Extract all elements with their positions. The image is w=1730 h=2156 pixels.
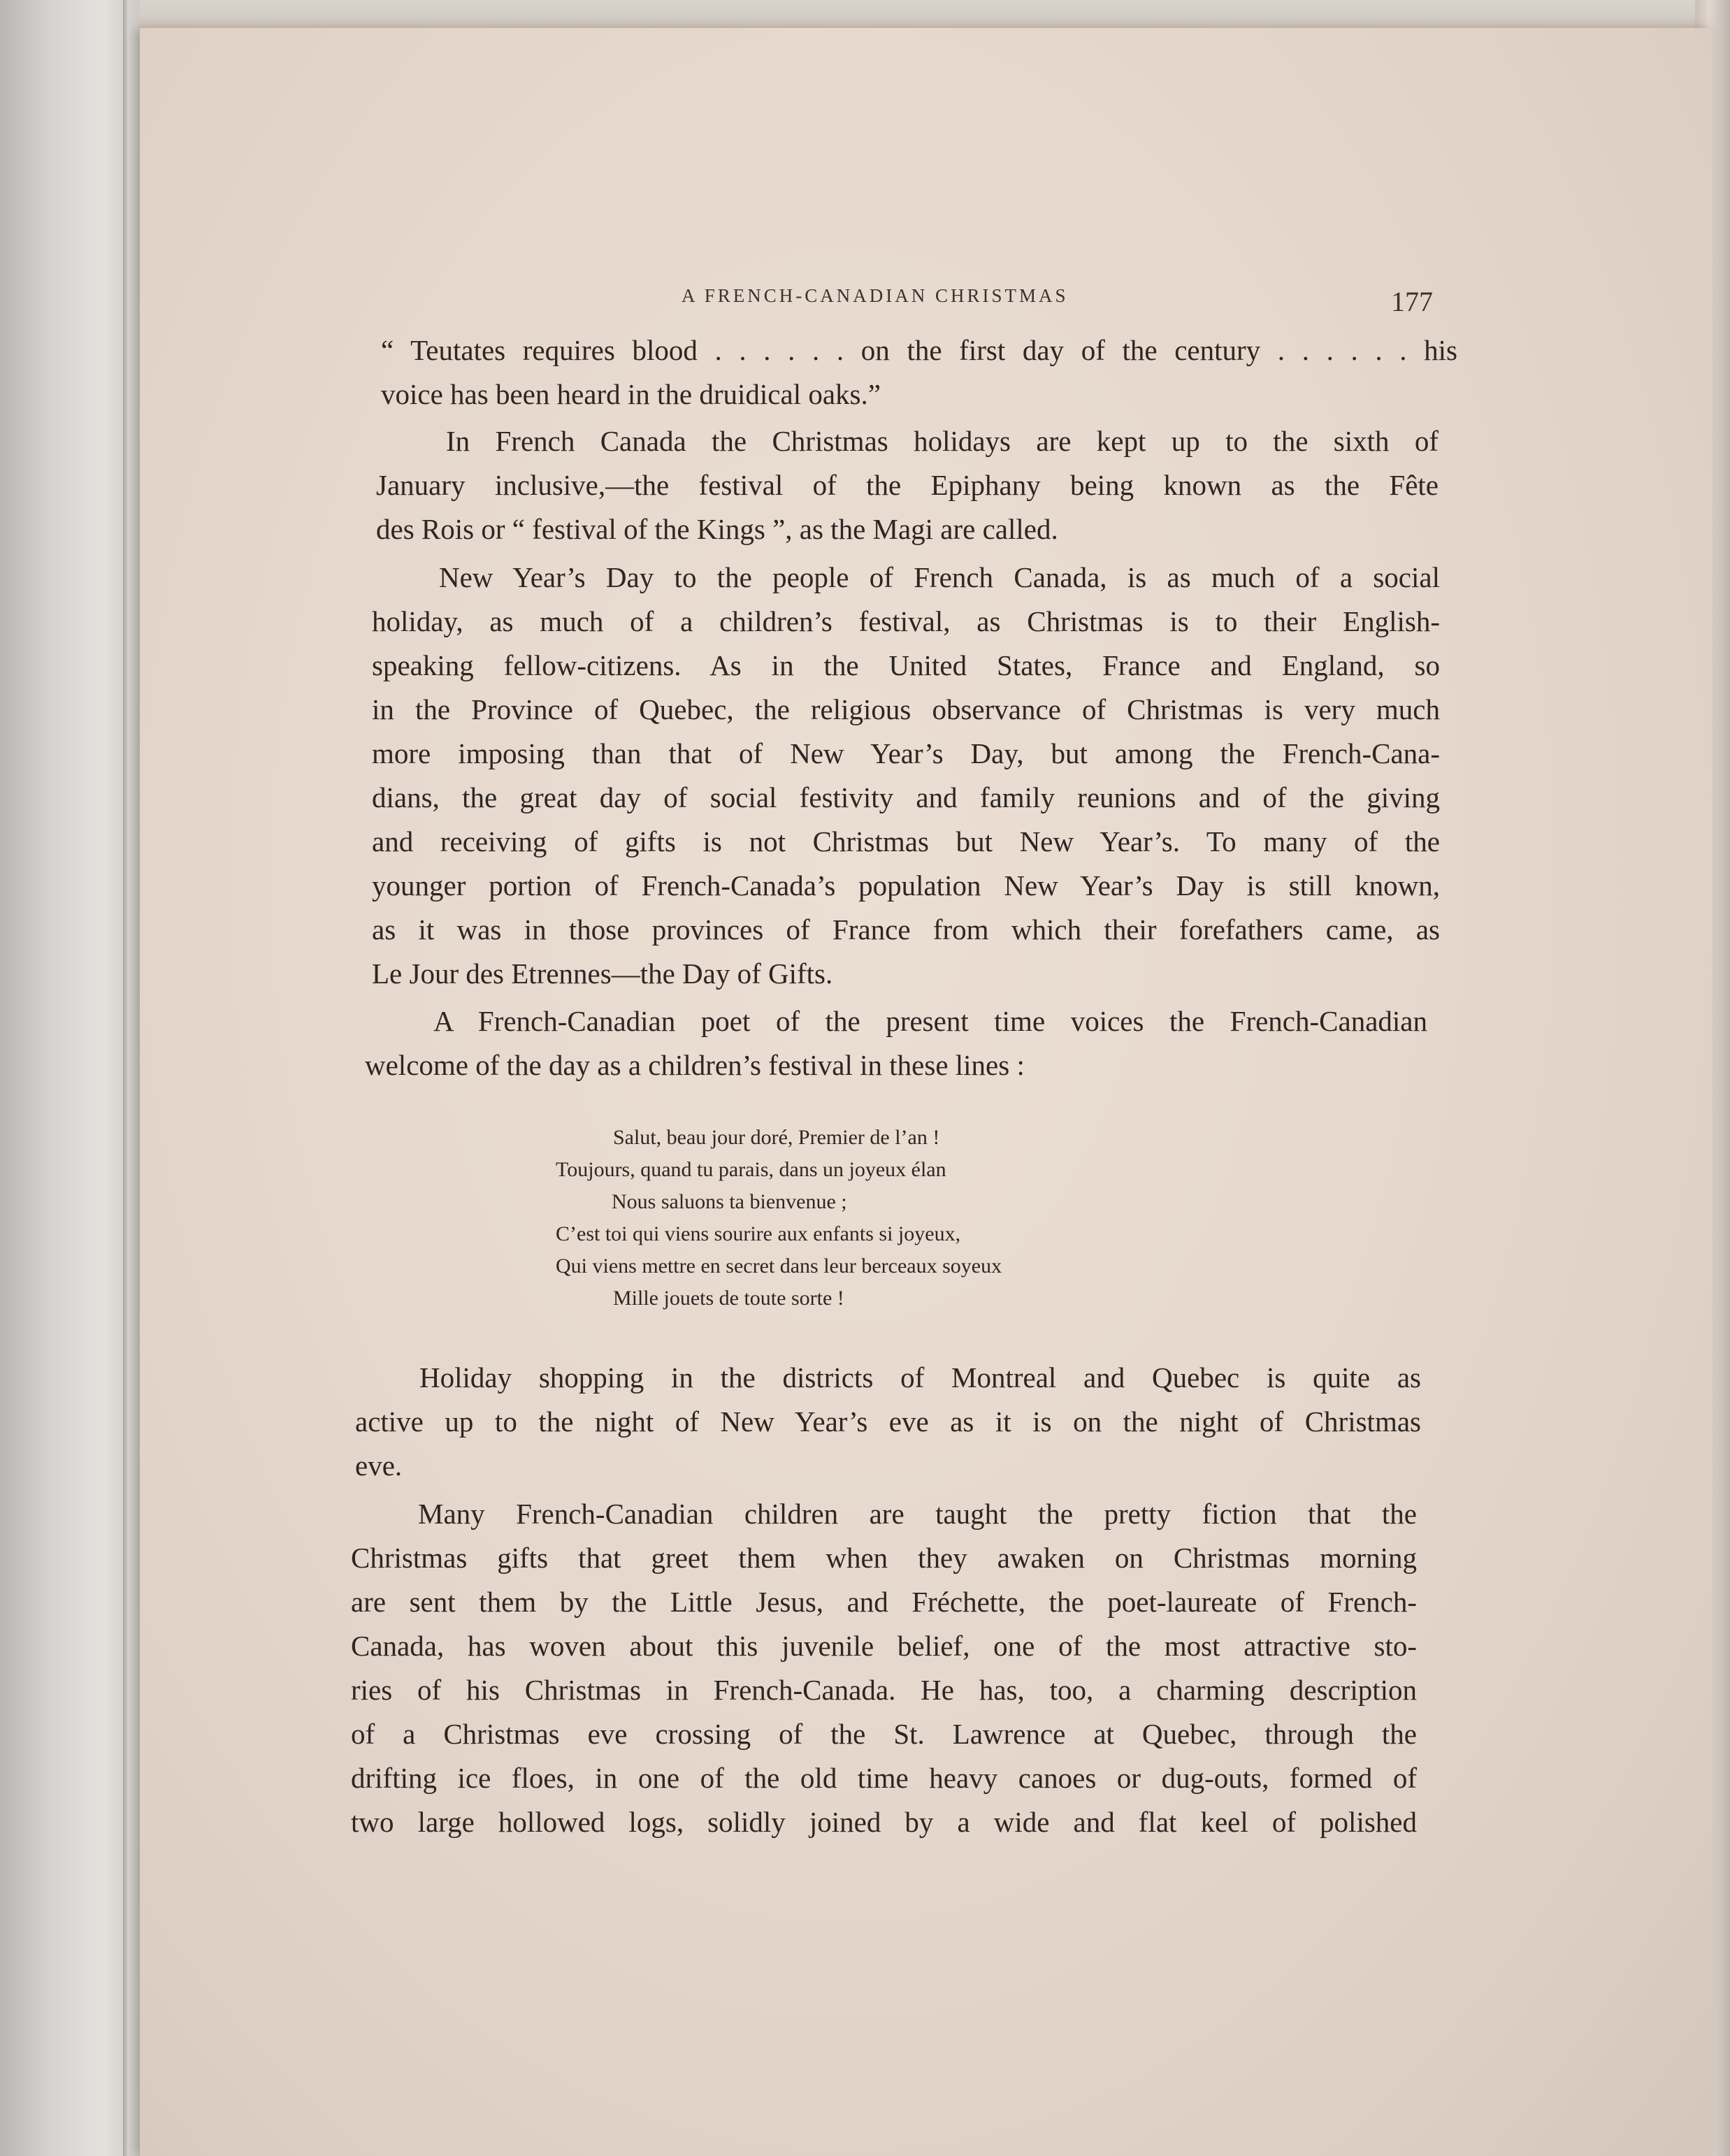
text-line: Canada, has woven about this juvenile belief, one of the most attractive sto- <box>351 1630 1417 1662</box>
text-line: speaking fellow-citizens. As in the United States, France and England, so <box>372 649 1440 681</box>
text-line: New Year’s Day to the people of French Canada, is as much of a social <box>439 561 1440 593</box>
text-line: January inclusive,—the festival of the Epiphany being known as the Fête <box>376 469 1439 501</box>
text-line: of a Christmas eve crossing of the St. Lawrence at Quebec, through the <box>351 1718 1417 1750</box>
text-line: holiday, as much of a children’s festival, as Christmas is to their English- <box>372 605 1440 637</box>
text-line: des Rois or “ festival of the Kings ”, as the Magi are called. <box>376 513 1058 545</box>
paragraph-3 <box>372 556 1440 996</box>
text-line: Many French-Canadian children are taught the pretty fiction that the <box>418 1498 1417 1530</box>
poem-line: Toujours, quand tu parais, dans un joyeux élan <box>556 1158 946 1181</box>
page-number: 177 <box>1391 286 1433 317</box>
text-line: welcome of the day as a children’s festival in these lines : <box>365 1049 1025 1081</box>
text-line: A French-Canadian poet of the present time voices the French-Canadian <box>433 1005 1427 1037</box>
text-line: voice has been heard in the druidical oaks.” <box>381 378 881 410</box>
text-line: Le Jour des Etrennes—the Day of Gifts. <box>372 957 833 990</box>
text-line: Holiday shopping in the districts of Montreal and Quebec is quite as <box>419 1361 1421 1394</box>
text-line: eve. <box>355 1449 403 1482</box>
poem-line: C’est toi qui viens sourire aux enfants si joyeux, <box>556 1222 961 1245</box>
paragraph-5 <box>355 1356 1421 1488</box>
paragraph-2 <box>376 419 1439 551</box>
text-line: two large hollowed logs, solidly joined by a wide and flat keel of polished <box>351 1806 1417 1838</box>
paragraph-4 <box>365 999 1427 1087</box>
text-line: In French Canada the Christmas holidays are kept up to the sixth of <box>446 425 1439 457</box>
top-edge <box>140 0 1730 31</box>
text-line: ries of his Christmas in French-Canada. He has, too, a charming description <box>351 1674 1417 1706</box>
text-line: active up to the night of New Year’s eve as it is on the night of Christmas <box>355 1405 1421 1438</box>
poem-stanza <box>556 1122 1002 1315</box>
paragraph-6 <box>351 1492 1417 1844</box>
running-title: A FRENCH-CANADIAN CHRISTMAS <box>682 285 1069 306</box>
text-line: and receiving of gifts is not Christmas but New Year’s. To many of the <box>372 825 1440 858</box>
backing-edge <box>123 0 129 2156</box>
text-line: drifting ice floes, in one of the old time heavy canoes or dug-outs, formed of <box>351 1762 1417 1794</box>
poem-line: Qui viens mettre en secret dans leur berceaux soyeux <box>556 1254 1002 1278</box>
text-line: are sent them by the Little Jesus, and Fréchette, the poet-laureate of French- <box>351 1586 1417 1618</box>
text-line: in the Province of Quebec, the religious observance of Christmas is very much <box>372 693 1440 725</box>
poem-line: Nous saluons ta bienvenue ; <box>612 1190 847 1213</box>
text-line: as it was in those provinces of France from which their forefathers came, as <box>372 913 1440 946</box>
poem-line: Mille jouets de toute sorte ! <box>613 1287 844 1310</box>
poem-line: Salut, beau jour doré, Premier de l’an ! <box>613 1126 940 1149</box>
text-line: more imposing than that of New Year’s Day, but among the French-Cana- <box>372 737 1440 769</box>
text-line: dians, the great day of social festivity and family reunions and of the giving <box>372 781 1440 813</box>
paragraph-1 <box>381 328 1457 417</box>
text-line: Christmas gifts that greet them when they awaken on Christmas morning <box>351 1542 1417 1574</box>
text-line: “ Teutates requires blood . . . . . . on the first day of the century . . . . . . his <box>381 334 1457 366</box>
text-line: younger portion of French-Canada’s population New Year’s Day is still known, <box>372 869 1440 902</box>
